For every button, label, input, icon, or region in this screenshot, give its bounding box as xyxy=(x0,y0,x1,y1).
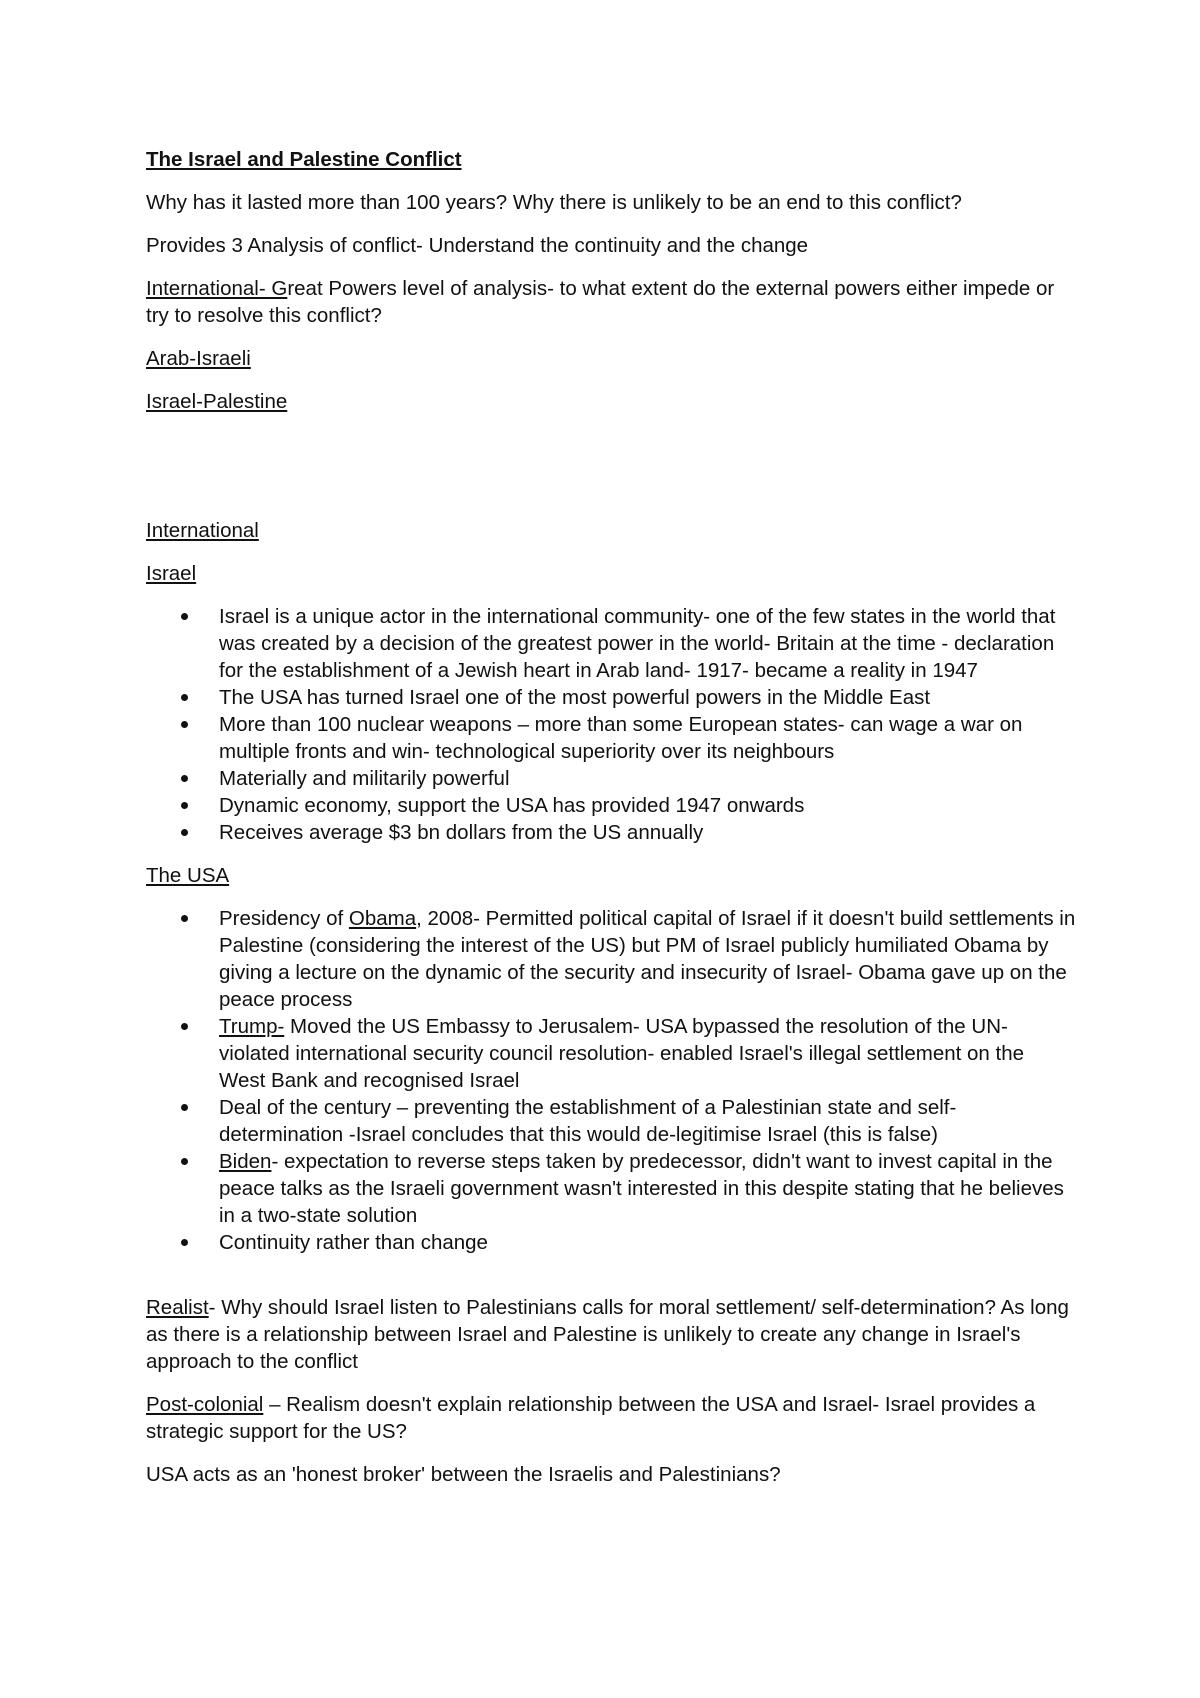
list-item-trump: Trump- Moved the US Embassy to Jerusalem- USA bypassed the resolution of the UN- violated international security council resolution- enabled Israel's illegal settlement on the West Bank and recognised Israel xyxy=(219,1013,1076,1094)
list-item: Dynamic economy, support the USA has provided 1947 onwards xyxy=(219,792,1076,819)
international-heading: International xyxy=(146,519,259,542)
bullet-icon xyxy=(181,1158,188,1165)
postcolonial-label: Post-colonial xyxy=(146,1393,264,1416)
document-title-line xyxy=(146,146,1076,173)
international-level-paragraph xyxy=(146,275,1076,329)
usa-heading-line xyxy=(146,862,1076,889)
blank-space xyxy=(146,1272,1076,1294)
postcolonial-paragraph: Post-colonial – Realism doesn't explain relationship between the USA and Israel- Israel provides a strategic support for the US? xyxy=(146,1393,1036,1443)
intro-question: Why has it lasted more than 100 years? Why there is unlikely to be an end to this conflict? xyxy=(146,191,962,214)
document-page xyxy=(146,146,1076,1504)
israel-bullet-list xyxy=(146,603,1076,846)
bullet-icon xyxy=(181,1239,188,1246)
bullet-icon xyxy=(181,721,188,728)
international-heading-line xyxy=(146,517,1076,544)
usa-bullet-list xyxy=(146,905,1076,1256)
realist-label: Realist xyxy=(146,1296,209,1319)
bullet-icon xyxy=(181,915,188,922)
realist-paragraph: Realist- Why should Israel listen to Palestinians calls for moral settlement/ self-determination? As long as there is a relationship between Israel and Palestine is unlikely to create any change in Israel's approach to the conflict xyxy=(146,1296,1069,1373)
biden-label: Biden xyxy=(219,1150,272,1173)
list-item-continuity: Continuity rather than change xyxy=(219,1229,1076,1256)
trump-label: Trump- xyxy=(219,1015,285,1038)
bullet-icon xyxy=(181,802,188,809)
obama-label: Obama xyxy=(348,907,417,930)
bullet-icon xyxy=(181,694,188,701)
list-item: Receives average $3 bn dollars from the US annually xyxy=(219,819,1076,846)
list-item: Materially and militarily powerful xyxy=(219,765,1076,792)
bullet-icon xyxy=(181,613,188,620)
bullet-icon xyxy=(181,1104,188,1111)
list-item-obama: Presidency of Obama, 2008- Permitted political capital of Israel if it doesn't build settlements in Palestine (considering the interest of the US) but PM of Israel publicly humiliated Obama by giving a lecture on the dynamic of the security and insecurity of Israel- Obama gave up on the peace process xyxy=(219,905,1076,1013)
analysis-intro: Provides 3 Analysis of conflict- Understand the continuity and the change xyxy=(146,234,809,257)
bullet-icon xyxy=(181,1023,188,1030)
israel-palestine-level xyxy=(146,388,1076,415)
list-item: Israel is a unique actor in the international community- one of the few states in the world that was created by a decision of the greatest power in the world- Britain at the time - declaration for the establishment of a Jewish heart in Arab land- 1917- became a reality in 1947 xyxy=(219,603,1076,684)
international-level-label: International- G xyxy=(146,277,288,300)
bullet-icon xyxy=(181,829,188,836)
israel-heading-line xyxy=(146,560,1076,587)
honest-broker-paragraph: USA acts as an 'honest broker' between the Israelis and Palestinians? xyxy=(146,1463,781,1486)
list-item: The USA has turned Israel one of the most powerful powers in the Middle East xyxy=(219,684,1076,711)
usa-heading: The USA xyxy=(146,864,230,887)
israel-palestine-label: Israel-Palestine xyxy=(146,390,288,413)
list-item-deal: Deal of the century – preventing the establishment of a Palestinian state and self-determination -Israel concludes that this would de-legitimise Israel (this is false) xyxy=(219,1094,1076,1148)
international-level-text: reat Powers level of analysis- to what extent do the external powers either impede or try to resolve this conflict? xyxy=(146,277,1055,327)
arab-israeli-label: Arab-Israeli xyxy=(146,347,251,370)
blank-space xyxy=(146,431,1076,517)
bullet-icon xyxy=(181,775,188,782)
list-item: More than 100 nuclear weapons – more than some European states- can wage a war on multiple fronts and win- technological superiority over its neighbours xyxy=(219,711,1076,765)
list-item-biden: Biden- expectation to reverse steps taken by predecessor, didn't want to invest capital in the peace talks as the Israeli government wasn't interested in this despite stating that he believes in a two-state solution xyxy=(219,1148,1076,1229)
arab-israeli-level xyxy=(146,345,1076,372)
document-title: The Israel and Palestine Conflict xyxy=(146,148,462,171)
israel-heading: Israel xyxy=(146,562,197,585)
